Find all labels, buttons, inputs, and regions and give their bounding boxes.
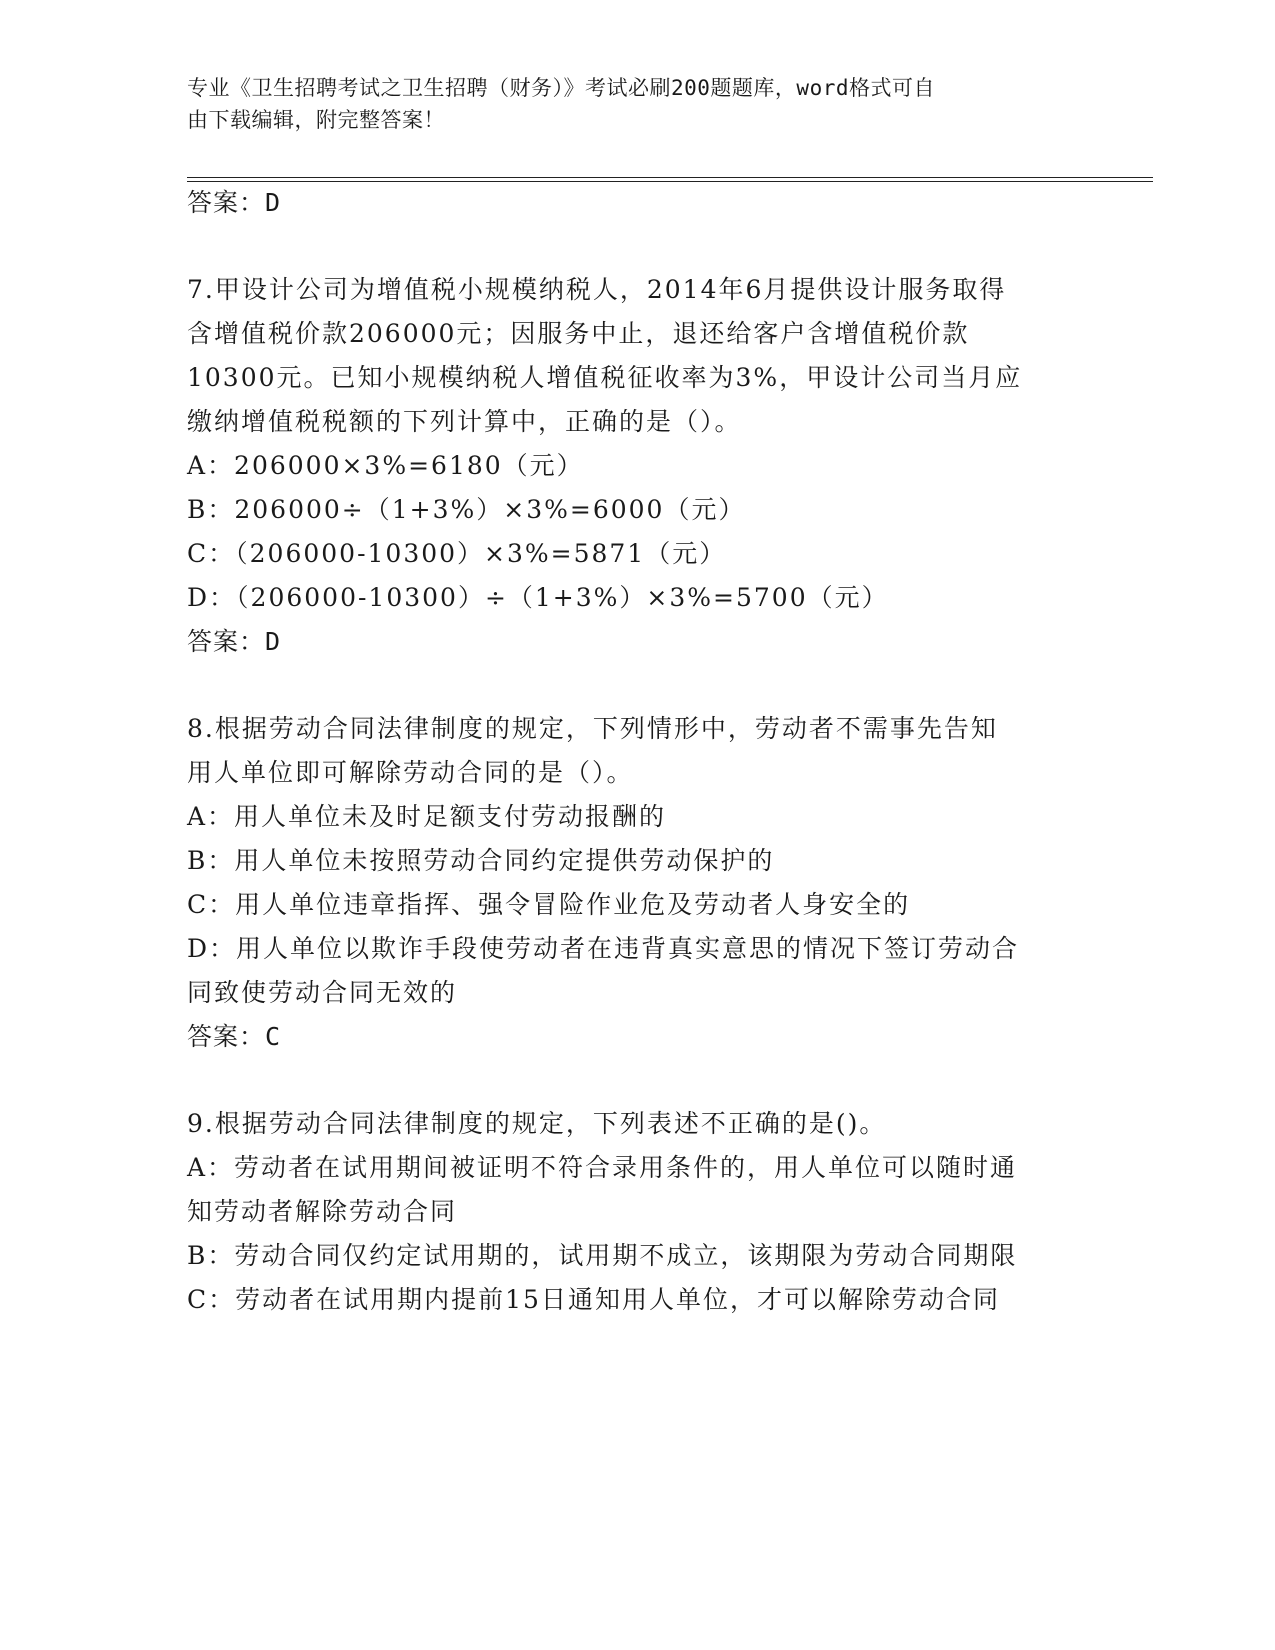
q9-option-a-line-1: A：劳动者在试用期间被证明不符合录用条件的，用人单位可以随时通 [187,1153,1018,1182]
q8-stem-line-1: 8.根据劳动合同法律制度的规定，下列情形中，劳动者不需事先告知 [187,714,998,743]
q8-option-d-line-1: D：用人单位以欺诈手段使劳动者在违背真实意思的情况下签订劳动合 [187,934,1020,963]
header-line-2: 由下载编辑，附完整答案！ [187,108,445,132]
q8-option-a: A：用人单位未及时足额支付劳动报酬的 [187,802,667,831]
q8-option-d-line-2: 同致使劳动合同无效的 [187,978,458,1007]
q7-option-b: B：206000÷（1+3%）×3%=6000（元） [187,495,746,524]
header-divider-bottom [187,181,1153,182]
q9-option-b: B：劳动合同仅约定试用期的，试用期不成立，该期限为劳动合同期限 [187,1241,1018,1270]
q9-option-a-line-2: 知劳动者解除劳动合同 [187,1197,458,1226]
q7-stem-line-2: 含增值税价款206000元；因服务中止，退还给客户含增值税价款 [187,319,970,348]
q8-answer: 答案：C [187,1022,282,1051]
answer-previous: 答案：D [187,188,282,217]
q7-option-a: A：206000×3%=6180（元） [187,451,584,480]
q7-stem-line-3: 10300元。已知小规模纳税人增值税征收率为3%，甲设计公司当月应 [187,363,1023,392]
q9-option-c: C：劳动者在试用期内提前15日通知用人单位，才可以解除劳动合同 [187,1285,1000,1314]
q7-answer: 答案：D [187,627,282,656]
page-header [187,72,1067,136]
q9-stem-line-1: 9.根据劳动合同法律制度的规定，下列表述不正确的是()。 [187,1109,887,1138]
q8-option-c: C：用人单位违章指挥、强令冒险作业危及劳动者人身安全的 [187,890,911,919]
q8-stem-line-2: 用人单位即可解除劳动合同的是（）。 [187,758,634,787]
header-line-1: 专业《卫生招聘考试之卫生招聘（财务）》考试必刷200题题库，word格式可自 [187,76,935,100]
q7-option-d: D：（206000-10300）÷（1+3%）×3%=5700（元） [187,583,889,612]
q8-option-b: B：用人单位未按照劳动合同约定提供劳动保护的 [187,846,775,875]
q7-option-c: C：（206000-10300）×3%=5871（元） [187,539,727,568]
q7-stem-line-1: 7.甲设计公司为增值税小规模纳税人，2014年6月提供设计服务取得 [187,275,1007,304]
q7-stem-line-4: 缴纳增值税税额的下列计算中，正确的是（）。 [187,407,742,436]
header-divider-top [187,177,1153,178]
